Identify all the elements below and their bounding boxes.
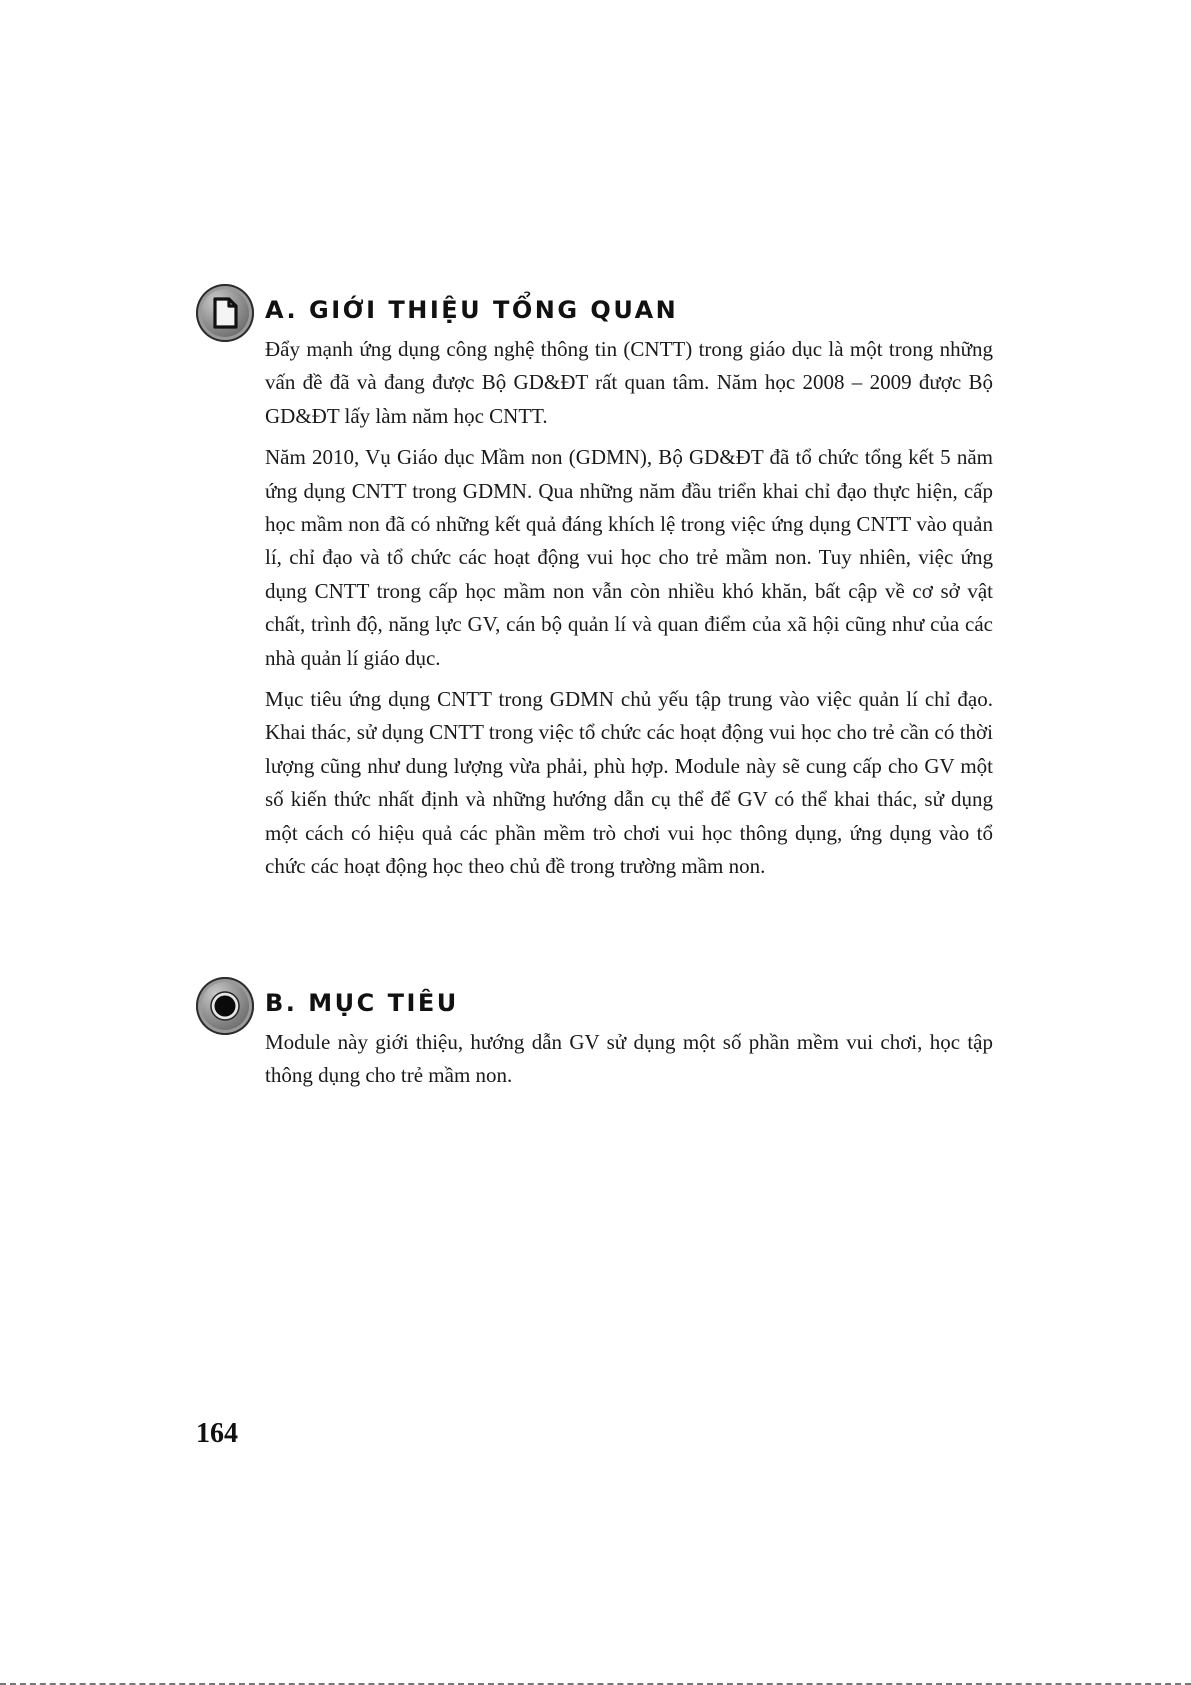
target-icon xyxy=(196,977,254,1035)
section-heading: A. GIỚI THIỆU TỔNG QUAN xyxy=(265,296,679,324)
section-heading-row xyxy=(196,977,996,1037)
section-body xyxy=(265,333,993,884)
section-heading: B. MỤC TIÊU xyxy=(265,989,459,1017)
section-introduction xyxy=(196,284,996,892)
paragraph: Module này giới thiệu, hướng dẫn GV sử dụng một số phần mềm vui chơi, học tập thông dụng cho trẻ mầm non. xyxy=(265,1030,993,1088)
paragraph: Đẩy mạnh ứng dụng công nghệ thông tin (CNTT) trong giáo dục là một trong những vấn đề đã và đang được Bộ GD&ĐT rất quan tâm. Năm học 2008 – 2009 được Bộ GD&ĐT lấy làm năm học CNTT. xyxy=(265,337,993,428)
page-number: 164 xyxy=(196,1418,238,1449)
paragraph: Năm 2010, Vụ Giáo dục Mầm non (GDMN), Bộ GD&ĐT đã tổ chức tổng kết 5 năm ứng dụng CNTT trong GDMN. Qua những năm đầu triển khai chỉ đạo thực hiện, cấp học mầm non đã có những kết quả đáng khích lệ trong việc ứng dụng CNTT vào quản lí, chỉ đạo và tổ chức các hoạt động vui học cho trẻ mầm non. Tuy nhiên, việc ứng dụng CNTT trong cấp học mầm non vẫn còn nhiều khó khăn, bất cập về cơ sở vật chất, trình độ, năng lực GV, cán bộ quản lí và quan điểm của xã hội cũng như của các nhà quản lí giáo dục. xyxy=(265,445,993,670)
section-heading-row xyxy=(196,284,996,344)
paragraph: Mục tiêu ứng dụng CNTT trong GDMN chủ yếu tập trung vào việc quản lí chỉ đạo. Khai thác, sử dụng CNTT trong việc tổ chức các hoạt động vui học cho trẻ cần có thời lượng cũng như dung lượng vừa phải, phù hợp. Module này sẽ cung cấp cho GV một số kiến thức nhất định và những hướng dẫn cụ thể để GV có thể khai thác, sử dụng một cách có hiệu quả các phần mềm trò chơi vui học thông dụng, ứng dụng vào tổ chức các hoạt động học theo chủ đề trong trường mầm non. xyxy=(265,687,993,879)
document-icon xyxy=(196,284,254,342)
section-objectives xyxy=(196,977,996,1101)
